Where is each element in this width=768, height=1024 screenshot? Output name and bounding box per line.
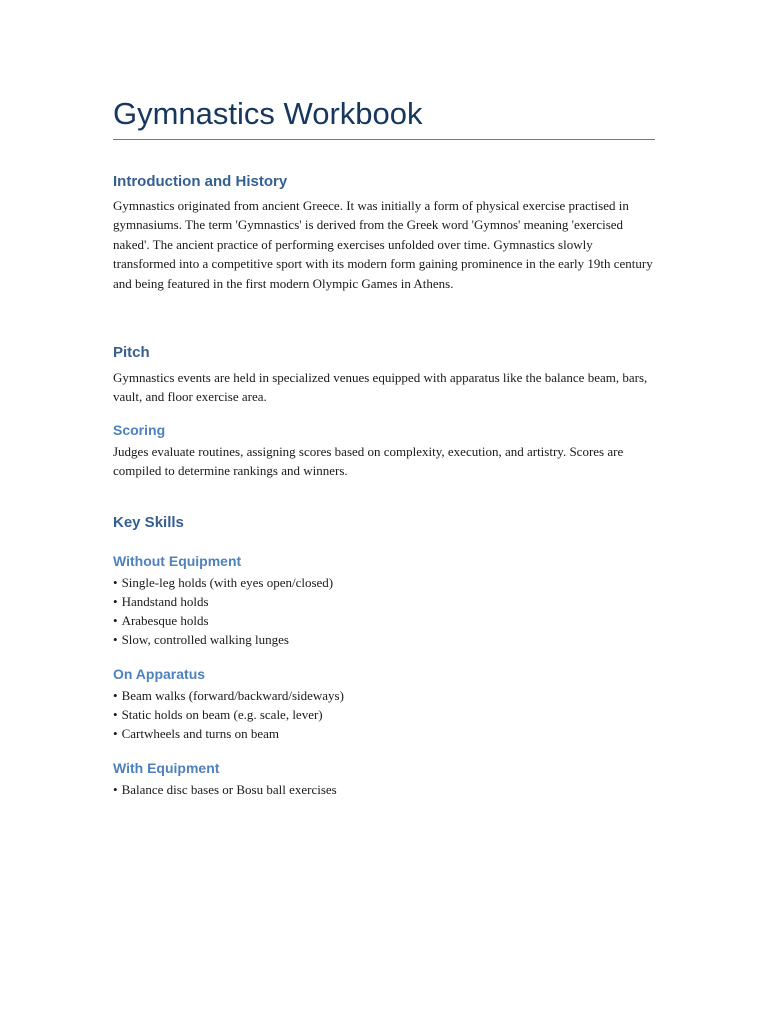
list-item-text: Slow, controlled walking lunges xyxy=(121,632,289,647)
bullet-marker: • xyxy=(113,594,118,609)
list-item xyxy=(113,573,333,592)
heading-without-equipment: Without Equipment xyxy=(113,553,242,569)
heading-on-apparatus: On Apparatus xyxy=(113,666,206,682)
paragraph-introduction-history: Gymnastics originated from ancient Greece. It was initially a form of physical exercise practised in gymnasiums. The term 'Gymnastics' is derived from the Greek word 'Gymnos' meaning 'exercised naked'. The ancient practice of performing exercises unfolded over time. Gymnastics slowly transformed into a competitive sport with its modern form gaining prominence in the early 19th century and being featured in the first modern Olympic Games in Athens. xyxy=(113,198,653,291)
bullet-marker: • xyxy=(113,613,118,628)
list-with-equipment xyxy=(113,780,337,799)
list-item-text: Handstand holds xyxy=(121,594,209,609)
list-item-text: Static holds on beam (e.g. scale, lever) xyxy=(121,707,323,722)
list-item xyxy=(113,705,344,724)
bullet-marker: • xyxy=(113,726,118,741)
heading-with-equipment: With Equipment xyxy=(113,760,220,776)
list-item-text: Arabesque holds xyxy=(121,613,209,628)
bullet-marker: • xyxy=(113,632,118,647)
list-item xyxy=(113,780,337,799)
list-item xyxy=(113,724,344,743)
paragraph-scoring: Judges evaluate routines, assigning scores based on complexity, execution, and artistry. Scores are compiled to determine rankings and winners. xyxy=(113,444,624,479)
bullet-marker: • xyxy=(113,575,118,590)
list-item-text: Balance disc bases or Bosu ball exercises xyxy=(121,782,337,797)
bullet-marker: • xyxy=(113,782,118,797)
title-underline xyxy=(113,139,655,140)
heading-pitch: Pitch xyxy=(113,344,150,361)
list-item-text: Cartwheels and turns on beam xyxy=(121,726,279,741)
bullet-marker: • xyxy=(113,707,118,722)
list-item xyxy=(113,630,333,649)
document-title: Gymnastics Workbook xyxy=(113,96,423,131)
list-item-text: Beam walks (forward/backward/sideways) xyxy=(121,688,344,703)
paragraph-pitch: Gymnastics events are held in specialized venues equipped with apparatus like the balance beam, bars, vault, and floor exercise area. xyxy=(113,370,648,405)
list-item xyxy=(113,592,333,611)
list-item-text: Single-leg holds (with eyes open/closed) xyxy=(121,575,334,590)
list-item xyxy=(113,611,333,630)
heading-introduction-history: Introduction and History xyxy=(113,173,288,190)
list-on-apparatus xyxy=(113,686,344,743)
list-item xyxy=(113,686,344,705)
bullet-marker: • xyxy=(113,688,118,703)
heading-scoring: Scoring xyxy=(113,422,166,438)
heading-key-skills: Key Skills xyxy=(113,514,184,531)
list-without-equipment xyxy=(113,573,333,649)
